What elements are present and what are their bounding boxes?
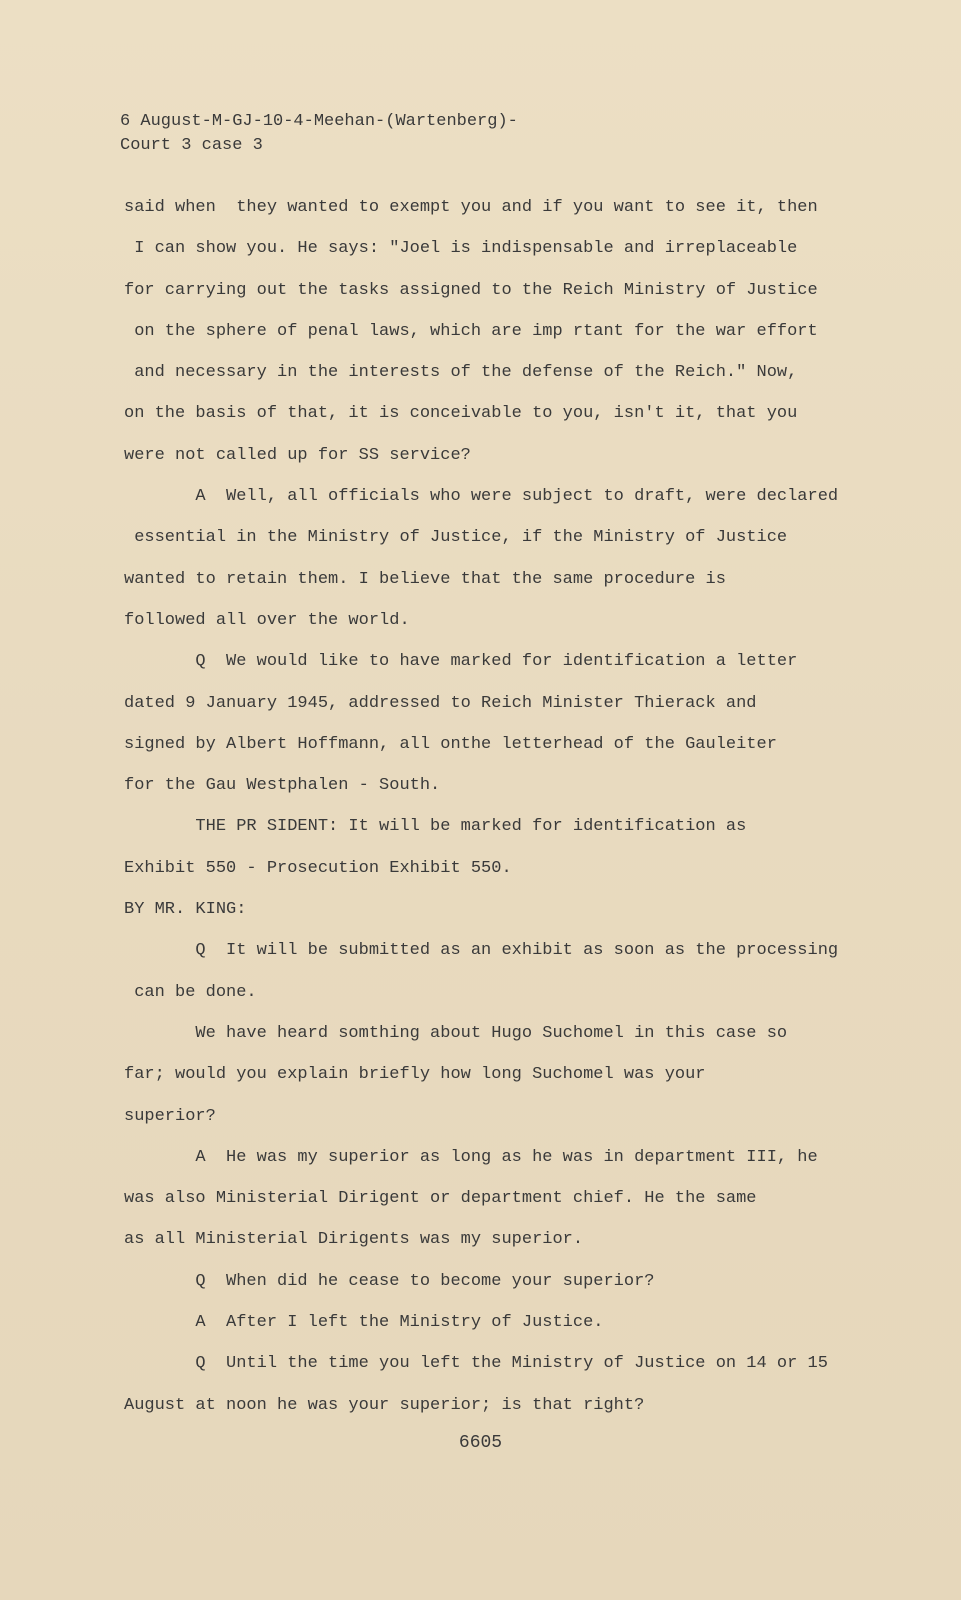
text-line: Q When did he cease to become your superior? <box>124 1271 655 1291</box>
text-line: August at noon he was your superior; is that right? <box>124 1395 645 1415</box>
text-line: as all Ministerial Dirigents was my superior. <box>124 1230 584 1250</box>
text-line: followed all over the world. <box>124 610 410 630</box>
text-line: and necessary in the interests of the defense of the Reich." Now, <box>124 363 798 383</box>
text-line: Exhibit 550 - Prosecution Exhibit 550. <box>124 858 512 878</box>
text-line: on the basis of that, it is conceivable to you, isn't it, that you <box>124 404 798 424</box>
page-header <box>120 110 518 158</box>
transcript-body <box>124 187 844 1426</box>
header-line-1: 6 August-M-GJ-10-4-Meehan-(Wartenberg)- <box>120 112 518 131</box>
text-line: for carrying out the tasks assigned to the Reich Ministry of Justice <box>124 280 818 300</box>
text-line: A After I left the Ministry of Justice. <box>124 1313 604 1333</box>
text-line: were not called up for SS service? <box>124 445 471 465</box>
text-line: can be done. <box>124 982 257 1002</box>
text-line: said when they wanted to exempt you and if you want to see it, then <box>124 198 818 217</box>
text-line: We have heard somthing about Hugo Suchomel in this case so <box>124 1023 788 1043</box>
text-line: Q Until the time you left the Ministry of Justice on 14 or 15 <box>124 1354 828 1374</box>
text-line: Q We would like to have marked for identification a letter <box>124 652 798 672</box>
text-line: essential in the Ministry of Justice, if the Ministry of Justice <box>124 528 788 548</box>
text-line: A Well, all officials who were subject to draft, were declared <box>124 487 839 507</box>
text-line: THE PR SIDENT: It will be marked for identification as <box>124 817 747 837</box>
text-line: I can show you. He says: "Joel is indispensable and irreplaceable <box>124 239 798 259</box>
text-line: on the sphere of penal laws, which are imp rtant for the war effort <box>124 321 818 341</box>
text-line: superior? <box>124 1106 216 1126</box>
text-line: for the Gau Westphalen - South. <box>124 776 441 796</box>
text-line: was also Ministerial Dirigent or department chief. He the same <box>124 1189 757 1209</box>
text-line: BY MR. KING: <box>124 900 247 920</box>
text-line: signed by Albert Hoffmann, all onthe letterhead of the Gauleiter <box>124 734 777 754</box>
page-number: 6605 <box>458 1433 503 1453</box>
header-line-2: Court 3 case 3 <box>120 136 263 155</box>
text-line: Q It will be submitted as an exhibit as soon as the processing <box>124 941 839 961</box>
text-line: wanted to retain them. I believe that the same procedure is <box>124 569 726 589</box>
text-line: A He was my superior as long as he was in department III, he <box>124 1147 818 1167</box>
text-line: dated 9 January 1945, addressed to Reich Minister Thierack and <box>124 693 757 713</box>
text-line: far; would you explain briefly how long Suchomel was your <box>124 1065 706 1085</box>
